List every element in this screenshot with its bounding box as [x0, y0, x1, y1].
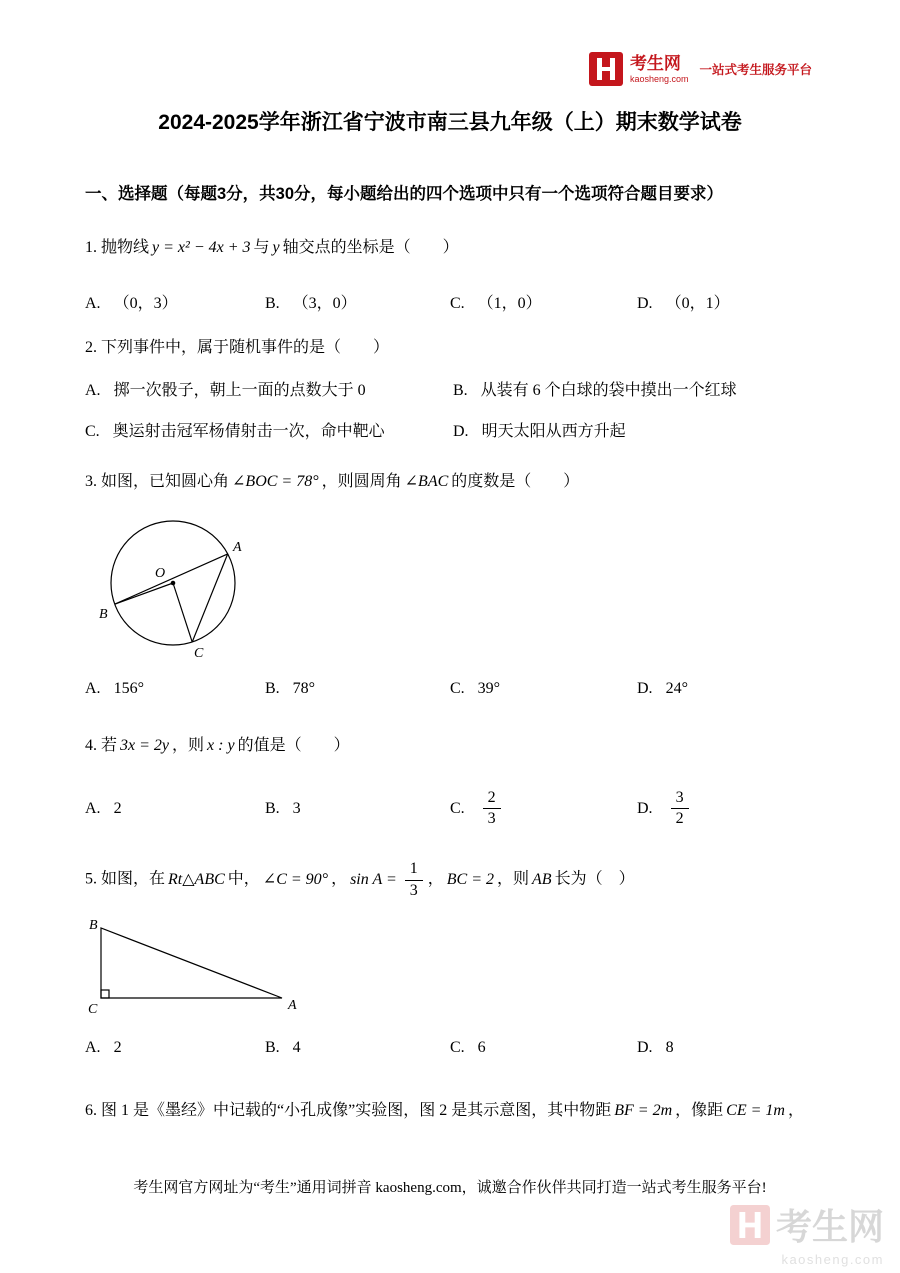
question-3: [85, 468, 815, 701]
option-label: A.: [85, 294, 101, 312]
math-expression: BC = 2: [446, 870, 495, 888]
watermark-row: [730, 1199, 884, 1250]
math-expression: 3x = 2y: [120, 736, 170, 754]
option-label: D.: [637, 680, 653, 698]
option-d: [453, 419, 815, 445]
math-expression: sin A =: [350, 870, 397, 888]
option-a: [85, 796, 265, 822]
option-a: [85, 291, 265, 317]
option-text: 奥运射击冠军杨倩射击一次，命中靶心: [112, 422, 385, 440]
stem-text: ，则: [497, 870, 530, 888]
circle-figure: [91, 509, 815, 666]
option-label: A.: [85, 799, 101, 817]
stem-text: ，: [331, 870, 348, 888]
option-label: A.: [85, 680, 101, 698]
option-label: D.: [453, 422, 469, 440]
option-text: 24°: [665, 680, 688, 698]
option-label: C.: [85, 422, 100, 440]
stem-text: 2. 下列事件中，属于随机事件的是（ ）: [85, 339, 390, 357]
fraction-denominator: 3: [483, 808, 501, 828]
math-expression: y: [272, 239, 280, 256]
stem-text: 6. 图 1 是《墨经》中记载的“小孔成像”实验图，图 2 是其示意图，其中物距: [85, 1101, 612, 1119]
option-b: [265, 676, 450, 702]
point-label-c: C: [194, 646, 204, 662]
stem-text: ，则圆周角: [321, 473, 402, 491]
option-text: 3: [292, 799, 301, 817]
math-expression: ∠BAC: [404, 473, 449, 491]
point-label-o: O: [155, 566, 166, 582]
watermark-brand: 考生网: [775, 1206, 884, 1247]
option-c: [450, 789, 637, 829]
option-label: A.: [85, 1039, 101, 1057]
logo-brand: 考生网: [629, 54, 681, 74]
option-c: [85, 419, 453, 445]
option-a: [85, 676, 265, 702]
option-text: 8: [665, 1039, 674, 1057]
kaosheng-logo: [589, 52, 812, 86]
stem-text: 5. 如图，在: [85, 870, 166, 888]
option-text: 4: [292, 1039, 301, 1057]
exam-title: 2024-2025学年浙江省宁波市南三县九年级（上）期末数学试卷: [158, 111, 742, 134]
option-label: A.: [85, 382, 101, 400]
option-label: D.: [637, 1039, 653, 1057]
option-b: [265, 1035, 450, 1061]
option-a: [85, 378, 453, 404]
page-footer: 考生网官方网址为“考生”通用词拼音 kaosheng.com，诚邀合作伙伴共同打造一站式考生服务平台!: [133, 1180, 767, 1196]
kaosheng-logo-icon: [589, 52, 623, 86]
option-label: B.: [453, 382, 468, 400]
question-1: [85, 234, 815, 316]
kaosheng-logo-text: [630, 54, 689, 84]
option-label: C.: [450, 680, 465, 698]
option-text: 从装有 6 个白球的袋中摸出一个红球: [480, 382, 737, 400]
option-label: C.: [450, 799, 465, 817]
math-expression: y = x² − 4x + 3: [152, 239, 251, 256]
option-b: [265, 291, 450, 317]
stem-text: 的度数是（ ）: [451, 473, 580, 491]
option-text: （0，3）: [113, 294, 178, 312]
question-4: [85, 732, 815, 829]
kaosheng-watermark: [730, 1199, 884, 1267]
question-1-options: [85, 291, 815, 317]
option-label: D.: [637, 294, 653, 312]
question-6-stem: [85, 1097, 815, 1126]
question-5: [85, 860, 815, 1060]
math-expression: ∠BOC = 78°: [232, 473, 319, 491]
question-3-options: [85, 676, 815, 702]
question-2-options: [85, 378, 815, 444]
option-label: B.: [265, 799, 280, 817]
question-6: [85, 1097, 815, 1126]
stem-text: 与: [253, 239, 270, 256]
option-text: 39°: [477, 680, 501, 698]
option-d: [637, 291, 815, 317]
logo-tagline: 一站式考生服务平台: [699, 63, 812, 77]
stem-text: 3. 如图，已知圆心角: [85, 473, 230, 491]
option-label: B.: [265, 1039, 280, 1057]
fraction: [671, 789, 689, 829]
option-text: 掷一次骰子，朝上一面的点数大于 0: [113, 382, 366, 400]
option-label: D.: [637, 799, 653, 817]
option-d: [637, 789, 815, 829]
option-text: （0，1）: [665, 294, 730, 312]
section-1-heading: 一、选择题（每题3分，共30分，每小题给出的四个选项中只有一个选项符合题目要求）: [85, 185, 724, 203]
watermark-domain: kaosheng.com: [781, 1252, 884, 1267]
stem-text: 4. 若: [85, 736, 118, 754]
fraction-numerator: 1: [409, 860, 418, 878]
question-2-stem: [85, 334, 815, 363]
math-expression: CE = 1m: [726, 1101, 785, 1119]
fraction-numerator: 3: [675, 788, 684, 806]
option-c: [450, 1035, 637, 1061]
math-expression: x : y: [207, 736, 235, 754]
point-label-c: C: [88, 1002, 98, 1017]
question-5-options: [85, 1035, 815, 1061]
option-text: （1，0）: [477, 294, 542, 312]
fraction-denominator: 3: [405, 880, 423, 900]
question-3-stem: [85, 468, 815, 497]
math-expression: BF = 2m: [614, 1101, 673, 1119]
option-text: 6: [477, 1039, 486, 1057]
option-b: [265, 796, 450, 822]
option-text: 明天太阳从西方升起: [481, 422, 626, 440]
stem-text: ，: [427, 870, 444, 888]
option-label: B.: [265, 294, 280, 312]
option-label: C.: [450, 294, 465, 312]
point-label-b: B: [89, 918, 98, 934]
point-label-b: B: [99, 607, 108, 623]
fraction: [483, 789, 501, 829]
fraction-numerator: 2: [487, 788, 496, 806]
fraction-denominator: 2: [671, 808, 689, 828]
stem-text: 轴交点的坐标是（ ）: [282, 239, 459, 256]
point-label-a: A: [233, 540, 242, 556]
option-b: [453, 378, 815, 404]
option-d: [637, 676, 815, 702]
logo-domain: kaosheng.com: [629, 73, 689, 84]
option-d: [637, 1035, 815, 1061]
math-expression: Rt△ABC: [168, 870, 225, 888]
stem-text: ，: [787, 1101, 804, 1119]
triangle-figure: [87, 916, 815, 1021]
stem-text: 的值是（ ）: [237, 736, 350, 754]
option-label: C.: [450, 1039, 465, 1057]
stem-text: 1. 抛物线: [85, 239, 150, 256]
question-5-stem: [85, 860, 815, 900]
math-expression: AB: [532, 870, 552, 888]
option-text: 156°: [113, 680, 144, 698]
option-label: B.: [265, 680, 280, 698]
option-c: [450, 291, 637, 317]
question-4-stem: [85, 732, 815, 761]
option-text: 2: [113, 799, 122, 817]
fraction: [405, 860, 423, 900]
option-text: 2: [113, 1039, 122, 1057]
stem-text: 长为（ ）: [554, 870, 635, 888]
option-c: [450, 676, 637, 702]
option-a: [85, 1035, 265, 1061]
option-text: （3，0）: [292, 294, 357, 312]
option-text: 78°: [292, 680, 316, 698]
stem-text: 中，: [227, 870, 260, 888]
math-expression: ∠C = 90°: [262, 870, 329, 888]
point-label-a: A: [288, 998, 297, 1014]
question-2: [85, 334, 815, 444]
question-4-options: [85, 789, 815, 829]
stem-text: ，则: [172, 736, 205, 754]
watermark-logo-icon: [730, 1205, 770, 1245]
question-1-stem: [85, 234, 815, 263]
stem-text: ，像距: [675, 1101, 724, 1119]
